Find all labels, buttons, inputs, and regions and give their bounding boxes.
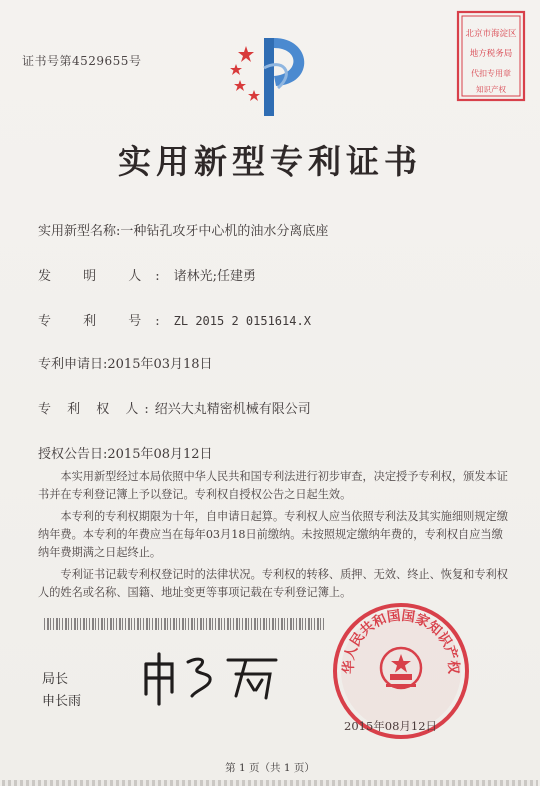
bottom-border — [2, 780, 538, 786]
patent-number-row — [38, 310, 311, 329]
grant-date-label: 授权公告日: — [38, 447, 108, 462]
page-footer: 第 1 页（共 1 页） — [225, 762, 315, 774]
filing-date-value: 2015年03月18日 — [107, 357, 213, 372]
patentee-label: 专 利 权 人: — [38, 402, 155, 417]
seal-date: 2015年08月12日 — [344, 719, 438, 733]
grant-date-value: 2015年08月12日 — [107, 447, 213, 462]
patent-number-value: ZL 2015 2 0151614.X — [173, 314, 311, 328]
barcode — [44, 618, 326, 630]
paragraph-1: 本实用新型经过本局依照中华人民共和国专利法进行初步审查，决定授予专利权，颁发本证书并在专利登记簿上予以登记。专利权自授权公告之日起生效。 — [38, 470, 508, 501]
utility-name-row — [38, 220, 328, 239]
utility-name-value: 一种钻孔攻牙中心机的油水分离底座 — [120, 224, 329, 239]
svg-text:北京市海淀区: 北京市海淀区 — [465, 29, 517, 39]
svg-text:代扣专用章: 代扣专用章 — [471, 69, 511, 78]
sipo-logo — [216, 28, 324, 120]
seal-text: 华人民共和国国家知识产权 — [340, 607, 462, 675]
svg-text:知识产权: 知识产权 — [476, 85, 506, 94]
director-signature — [136, 646, 286, 706]
filing-date-row — [38, 353, 213, 372]
utility-name-label: 实用新型名称: — [38, 224, 121, 239]
inventor-value: 诸林光;任建勇 — [173, 269, 257, 284]
patent-number-label: 专 利 号: — [38, 314, 174, 329]
svg-text:地方税务局: 地方税务局 — [469, 49, 513, 59]
director-name: 申长雨 — [42, 694, 82, 709]
tax-office-stamp — [412, 8, 530, 104]
inventor-label: 发 明 人: — [38, 269, 174, 284]
inventor-row — [38, 265, 256, 284]
patentee-value: 绍兴大丸精密机械有限公司 — [154, 402, 311, 417]
director-title: 局长 — [42, 672, 69, 687]
paragraph-3: 专利证书记载专利权登记时的法律状况。专利权的转移、质押、无效、终止、恢复和专利权人的姓名或名称、国籍、地址变更等事项记载在专利登记簿上。 — [38, 568, 508, 599]
filing-date-label: 专利申请日: — [38, 357, 108, 372]
patentee-row — [38, 398, 311, 417]
certificate-number: 证书号第4529655号 — [22, 54, 142, 68]
grant-date-row — [38, 443, 213, 462]
certificate-title: 实用新型专利证书 — [118, 142, 422, 181]
paragraph-2: 本专利的专利权期限为十年，自申请日起算。专利权人应当依照专利法及其实施细则规定缴纳年费。本专利的年费应当在每年03月18日前缴纳。未按照规定缴纳年费的，专利权自应当缴纳年费期满之日起终止。 — [38, 510, 508, 559]
